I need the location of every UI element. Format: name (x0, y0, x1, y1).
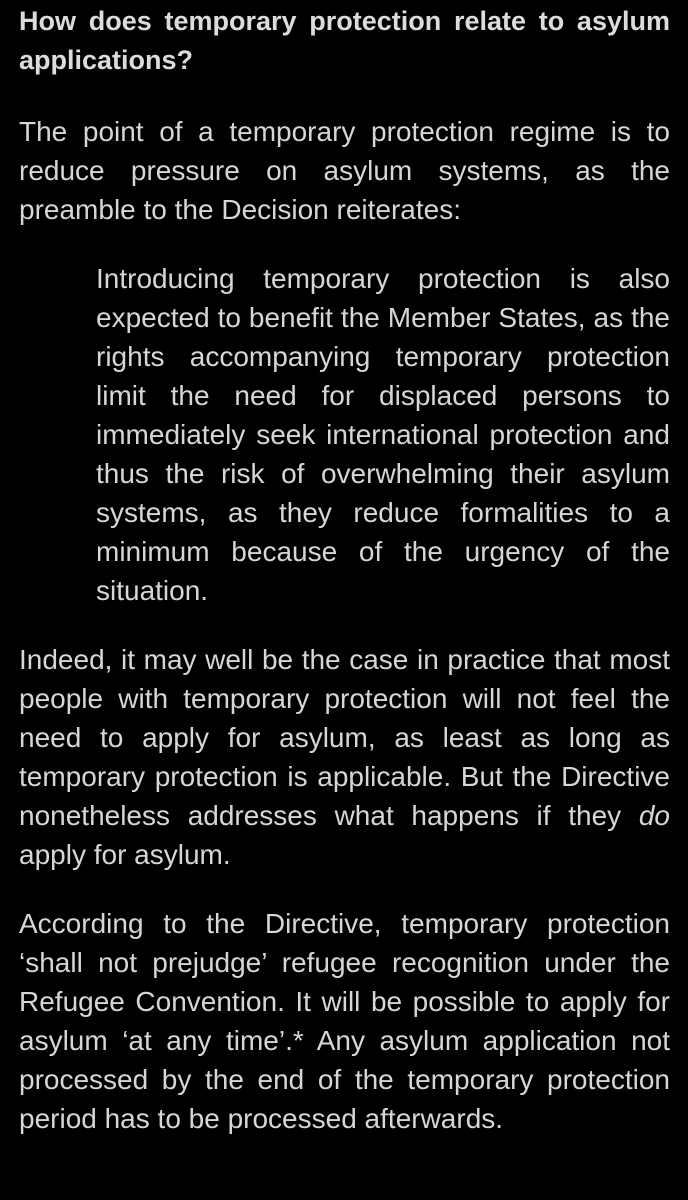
intro-paragraph: The point of a temporary protection regime is to reduce pressure on asylum systems, as the preamble to the Decision reiterates: (19, 116, 670, 225)
emphasis-do: do (638, 800, 670, 831)
section-heading: How does temporary protection relate to asylum applications? (19, 6, 670, 75)
practice-text-before: Indeed, it may well be the case in practice that most people with temporary protection will not feel the need to apply for asylum, as least as long as temporary protection is applicable. But the Directive nonetheless addresses what happens if they (19, 644, 670, 831)
practice-text-after: apply for asylum. (19, 839, 231, 870)
directive-paragraph: According to the Directive, temporary protection ‘shall not prejudge’ refugee recognition under the Refugee Convention. It will be possible to apply for asylum ‘at any time’.* Any asylum application not processed by the end of the temporary protection period has to be processed afterwards. (19, 908, 670, 1134)
block-quote: Introducing temporary protection is also expected to benefit the Member States, as the rights accompanying temporary protection limit the need for displaced persons to immediately seek international protection and thus the risk of overwhelming their asylum systems, as they reduce formalities to a minimum because of the urgency of the situation. (96, 263, 670, 606)
practice-paragraph (19, 640, 670, 874)
